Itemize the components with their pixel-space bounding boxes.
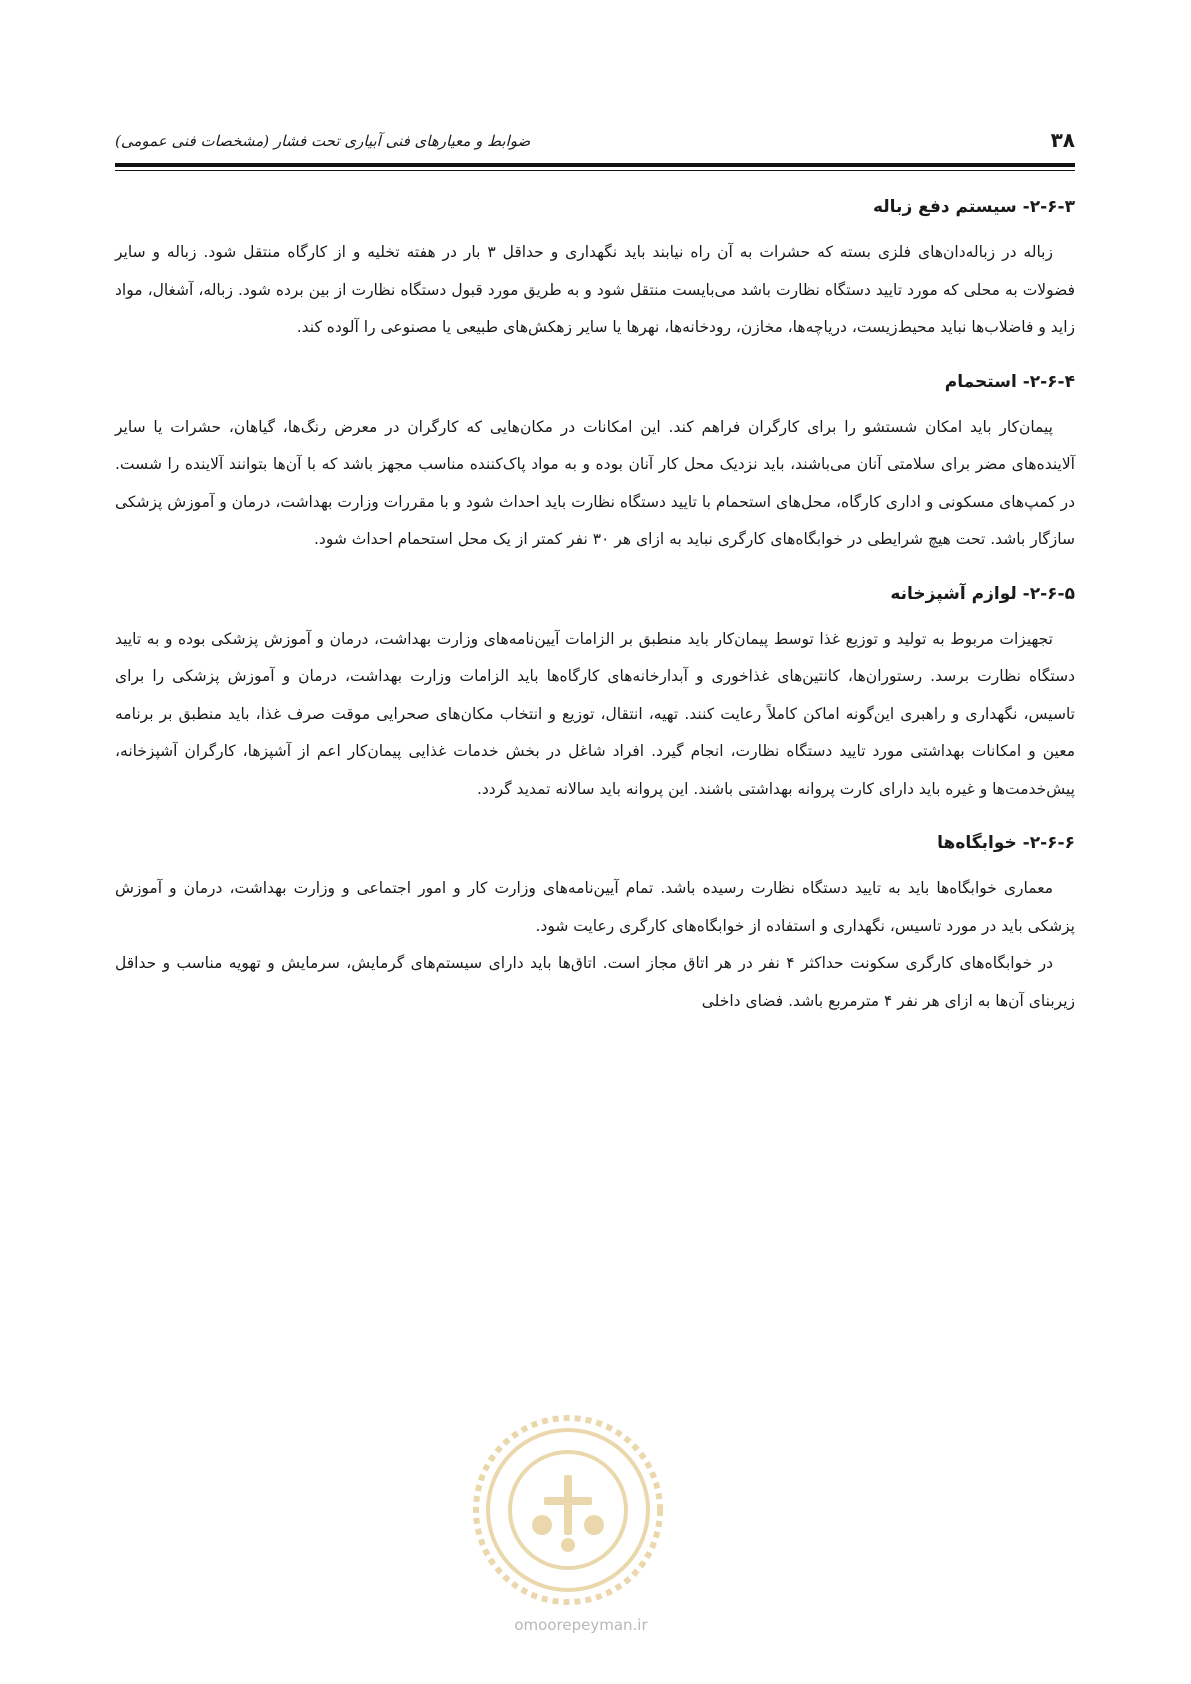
document-body — [115, 192, 1075, 1020]
page-header — [115, 120, 1075, 160]
watermark-seal-icon — [468, 1405, 668, 1605]
section-heading: ۲-۶-۶- خوابگاه‌ها — [937, 833, 1075, 853]
running-title: ضوابط و معیارهای فنی آبیاری تحت فشار (مشخصات فنی عمومی) — [115, 132, 531, 150]
section-dormitories — [115, 828, 1075, 1020]
section-heading: ۲-۶-۴- استحمام — [944, 371, 1075, 392]
section-waste-disposal — [115, 192, 1075, 347]
header-rule — [115, 163, 1075, 167]
section-heading: ۲-۶-۵- لوازم آشپزخانه — [890, 583, 1075, 604]
paragraph: تجهیزات مربوط به تولید و توزیع غذا توسط پیمان‌کار باید منطبق بر الزامات آیین‌نامه‌های وزارت بهداشت، درمان و آموزش پزشکی بوده و به تایید دستگاه نظارت برسد. رستوران‌ها، کانتین‌های غذاخوری و آبدارخانه‌های کارگاه‌ها باید الزامات وزارت بهداشت، درمان و آموزش پزشکی را برای تاسیس، نگهداری و راهبری این‌گونه اماکن کاملاً رعایت کنند. تهیه، انتقال، توزیع و انتخاب مکان‌های صحرایی موقت صرف غذا، باید منطبق بر برنامه معین و امکانات بهداشتی مورد تایید دستگاه نظارت، انجام گیرد. افراد شاغل در بخش خدمات غذایی پیمان‌کار اعم از آشپزها، کارگران آشپزخانه، پیش‌خدمت‌ها و غیره باید دارای کارت پروانه بهداشتی باشند. این پروانه باید سالانه تمدید گردد. — [115, 629, 1075, 798]
section-bathing — [115, 367, 1075, 559]
paragraph: زباله در زباله‌دان‌های فلزی بسته که حشرات به آن راه نیابند باید نگهداری و حداقل ۳ بار در هفته تخلیه و از کارگاه منتقل شود. زباله و سایر فضولات به محلی که مورد تایید دستگاه نظارت باشد می‌بایست منتقل شود و به طریق مورد قبول دستگاه نظارت از بین برده شود. زباله، آشغال، مواد زاید و فاضلاب‌ها نباید محیط‌زیست، دریاچه‌ها، مخازن، رودخانه‌ها، نهرها یا سایر زهکش‌های طبیعی یا مصنوعی را آلوده کند. — [115, 243, 1075, 336]
paragraph: پیمان‌کار باید امکان شستشو را برای کارگران فراهم کند. این امکانات در مکان‌هایی که کارگران در معرض رنگ‌ها، گیاهان، حشرات یا سایر آلاینده‌های مضر برای سلامتی آنان می‌باشند، باید نزدیک محل کار آنان بوده و به مواد پاک‌کننده مناسب مجهز باشد که با آن‌ها بتوانند آلاینده را شست. در کمپ‌های مسکونی و اداری کارگاه، محل‌های استحمام با تایید دستگاه نظارت باید احداث شود و با مقررات وزارت بهداشت، درمان و آموزش پزشکی سازگار باشد. تحت هیچ شرایطی در خوابگاه‌های کارگری نباید به ازای هر ۳۰ نفر کمتر از یک محل استحمام احداث شود. — [115, 417, 1075, 548]
watermark-url: omoorepeyman.ir — [514, 1616, 648, 1634]
paragraph: معماری خوابگاه‌ها باید به تایید دستگاه نظارت رسیده باشد. تمام آیین‌نامه‌های وزارت کار و امور اجتماعی و وزارت بهداشت، درمان و آموزش پزشکی باید در مورد تاسیس، نگهداری و استفاده از خوابگاه‌های کارگری رعایت شود. — [115, 879, 1075, 935]
page-number: ۳۸ — [1050, 128, 1075, 152]
paragraph: در خوابگاه‌های کارگری سکونت حداکثر ۴ نفر در هر اتاق مجاز است. اتاق‌ها باید دارای سیستم‌های گرمایش، سرمایش و تهویه مناسب و حداقل زیربنای آن‌ها به ازای هر نفر ۴ مترمربع باشد. فضای داخلی — [115, 954, 1075, 1010]
section-kitchen-equipment — [115, 579, 1075, 809]
section-heading: ۲-۶-۳- سیستم دفع زباله — [872, 197, 1075, 217]
header-rule-thin — [115, 170, 1075, 171]
